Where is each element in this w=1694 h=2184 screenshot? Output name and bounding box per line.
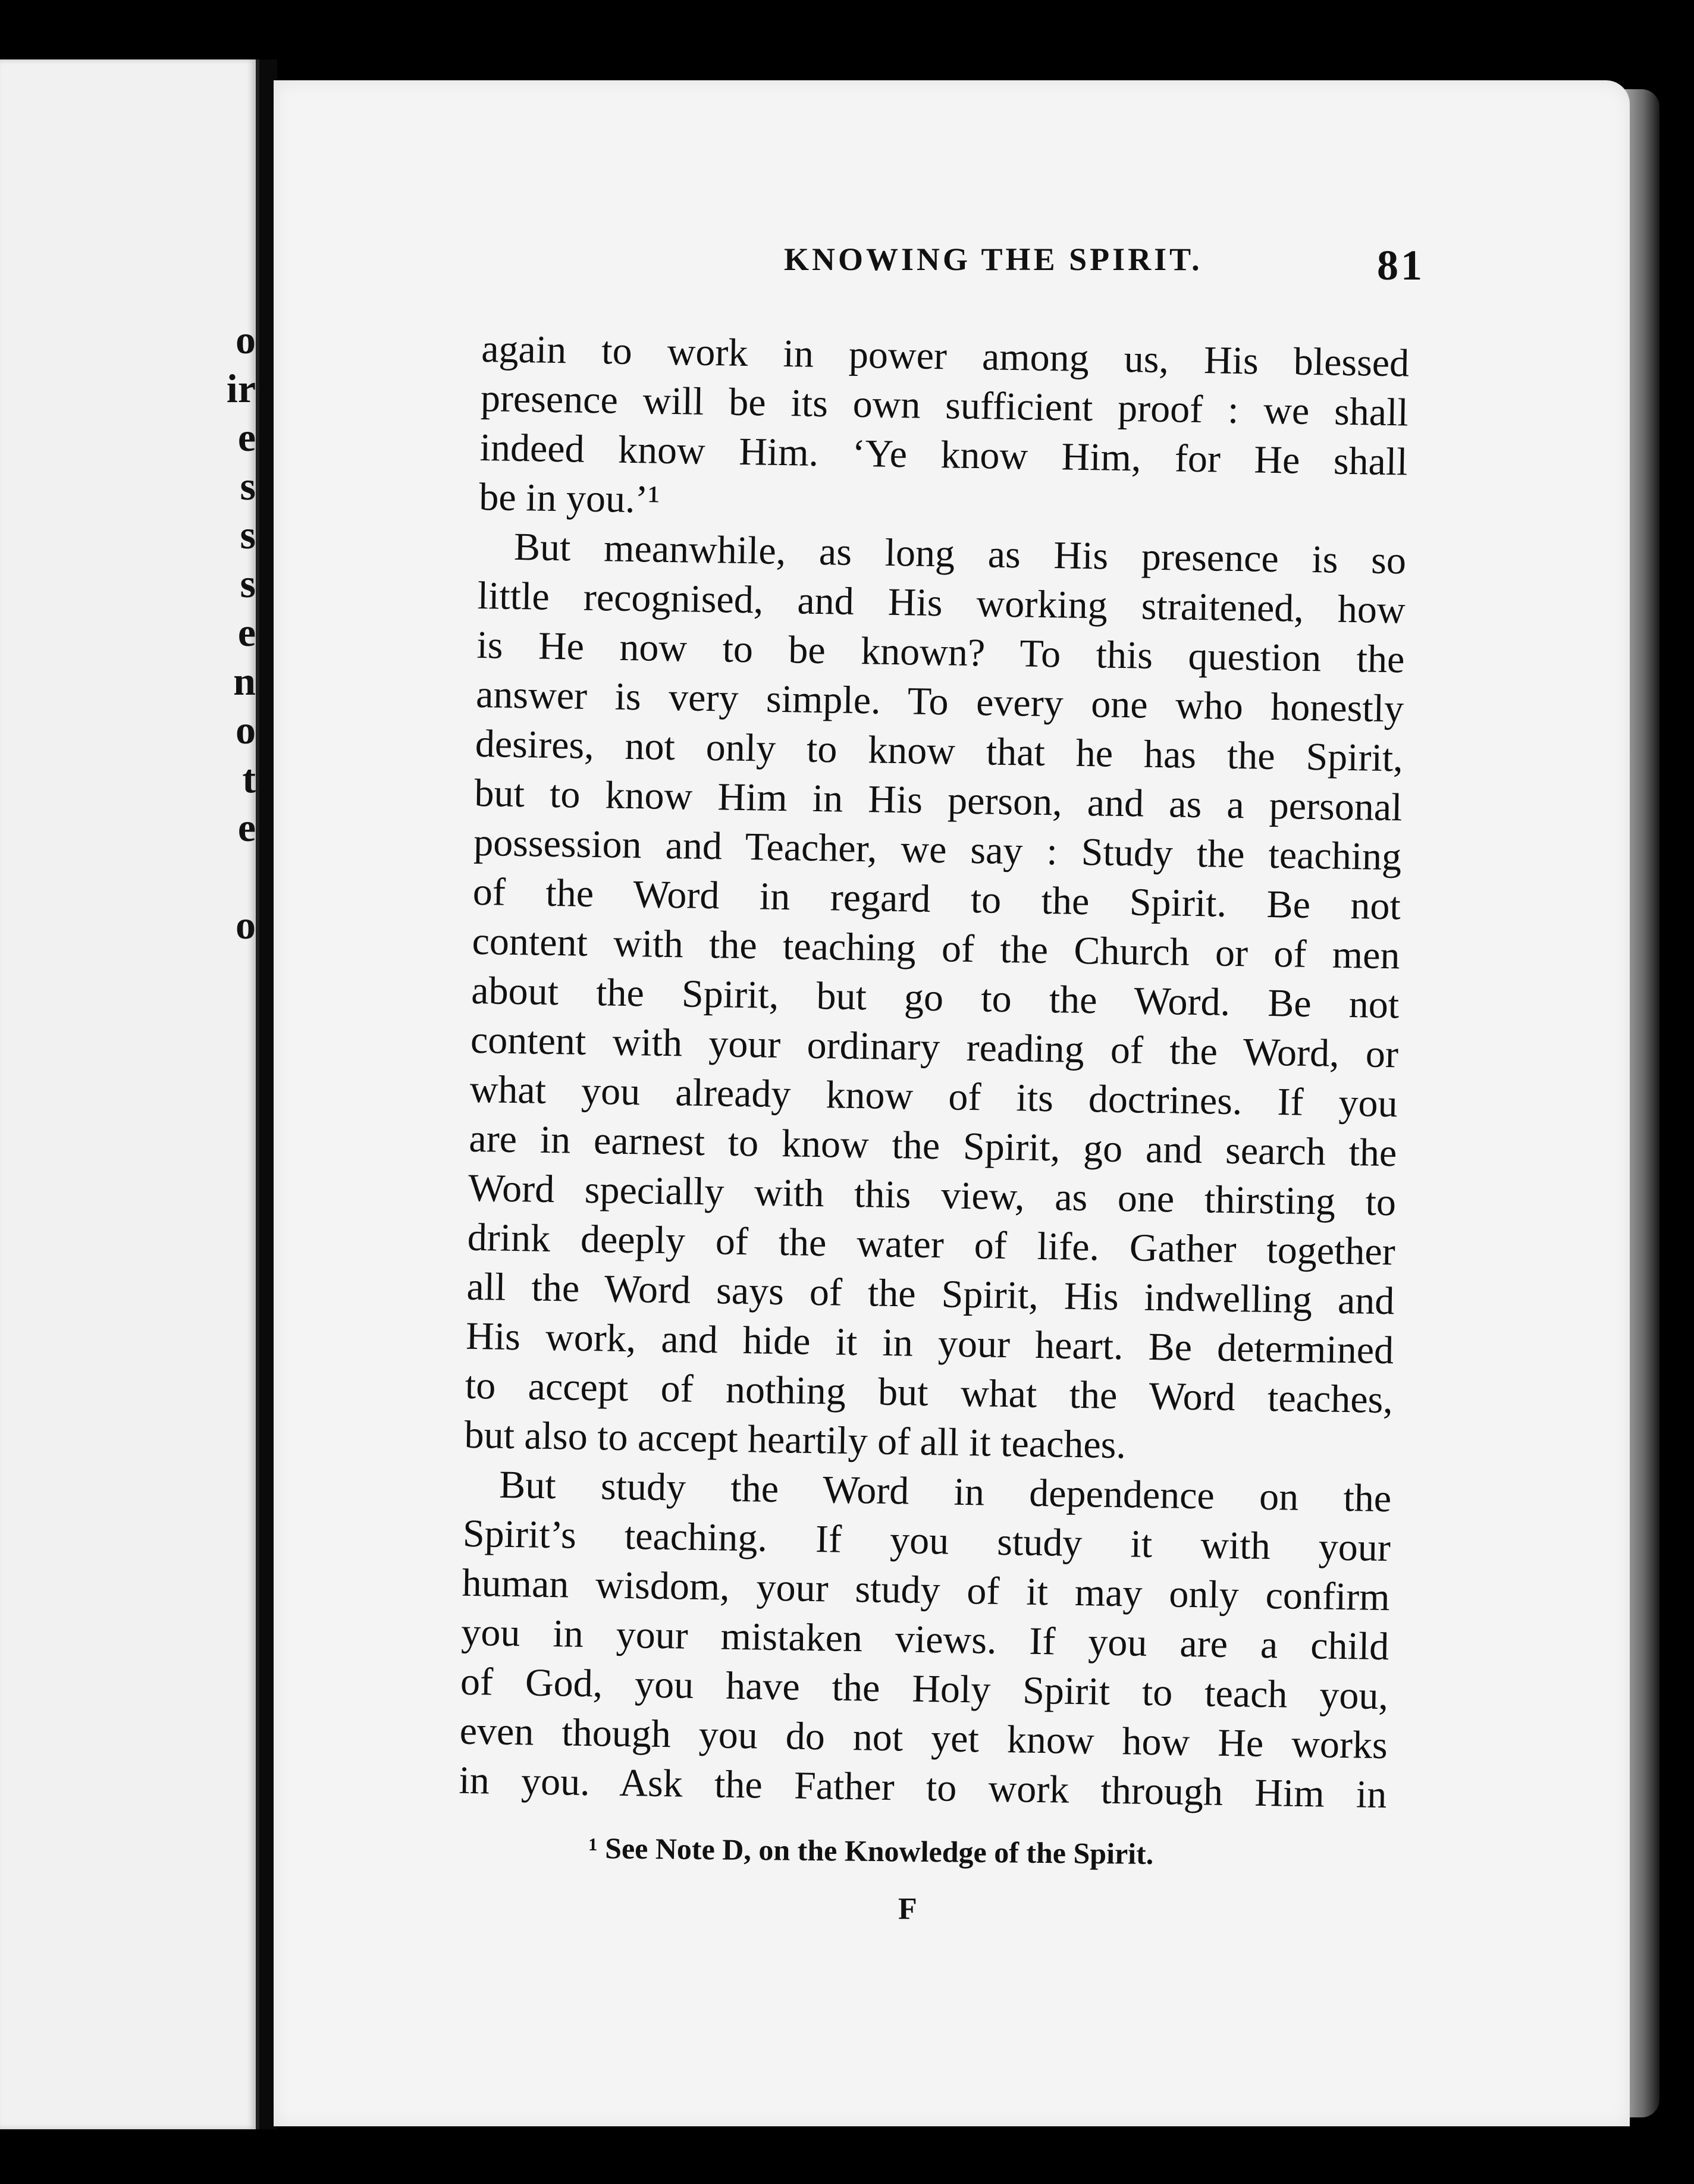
text-line: again to work in power among us, His blessed [481,327,1410,385]
text-line: in you. Ask the Father to work through Him in [458,1758,1387,1817]
text-line: about the Spirit, but go to the Word. Be not [470,968,1400,1027]
previous-page-fragment: e [237,805,256,850]
text-line: are in earnest to know the Spirit, go and search the [468,1116,1397,1175]
text-line: human wisdom, your study of it may only confirm [462,1561,1391,1620]
previous-page-fragment: o [236,707,256,752]
body-text [459,324,1410,1819]
text-line: Word specially with this view, as one thirsting to [468,1166,1397,1225]
previous-page-fragment: e [237,415,256,460]
previous-page-fragment: ir [226,366,256,411]
footnote: ¹ See Note D, on the Knowledge of the Spirit. [588,1831,1154,1871]
text-line: Spirit’s teaching. If you study it with your [462,1511,1391,1570]
text-line: answer is very simple. To every one who honestly [475,672,1404,731]
page-number: 81 [1377,241,1425,289]
text-line: content with your ordinary reading of the Word, or [470,1018,1399,1077]
previous-page-fragment: s [240,463,256,509]
text-line: desires, not only to know that he has the Spirit, [475,721,1404,780]
previous-page-fragment: t [242,756,256,801]
previous-page [0,59,259,2129]
previous-page-fragment: n [233,658,256,704]
signature-mark: F [898,1892,917,1926]
text-line: of the Word in regard to the Spirit. Be not [472,870,1401,928]
text-line: But study the Word in dependence on the [498,1463,1392,1521]
text-line: to accept of nothing but what the Word teaches, [465,1363,1394,1422]
text-line: is He now to be known? To this question the [476,623,1405,682]
previous-page-fragment [220,852,256,900]
text-line: presence will be its own sufficient proof : we shall [480,376,1409,435]
text-line: little recognised, and His working straitened, how [477,573,1406,632]
text-line: of God, you have the Holy Spirit to teach you, [460,1659,1389,1718]
text-line: even though you do not yet know how He works [459,1709,1388,1768]
text-line: content with the teaching of the Church or of men [472,919,1401,978]
text-line: what you already know of its doctrines. If you [469,1067,1398,1126]
previous-page-fragment: e [237,610,256,655]
previous-page-line-endings [220,315,256,949]
text-line: be in you.’¹ [478,475,660,522]
text-line: His work, and hide it in your heart. Be determined [465,1314,1394,1373]
previous-page-fragment: s [240,512,256,557]
text-line: all the Word says of the Spirit, His indwelling and [466,1264,1395,1323]
previous-page-fragment: s [240,561,256,606]
previous-page-fragment: o [236,317,256,362]
text-line: drink deeply of the water of life. Gather together [467,1215,1396,1274]
running-head: KNOWING THE SPIRIT. [784,241,1203,277]
text-line: but to know Him in His person, and as a personal [474,771,1403,830]
previous-page-fragment: o [236,902,256,947]
text-line: but also to accept heartily of all it teaches. [464,1413,1127,1467]
text-line: possession and Teacher, we say : Study the teaching [473,820,1402,879]
text-line: But meanwhile, as long as His presence is so [513,525,1407,583]
text-line: indeed know Him. ‘Ye know Him, for He shall [479,425,1408,484]
text-line: you in your mistaken views. If you are a child [460,1610,1389,1669]
